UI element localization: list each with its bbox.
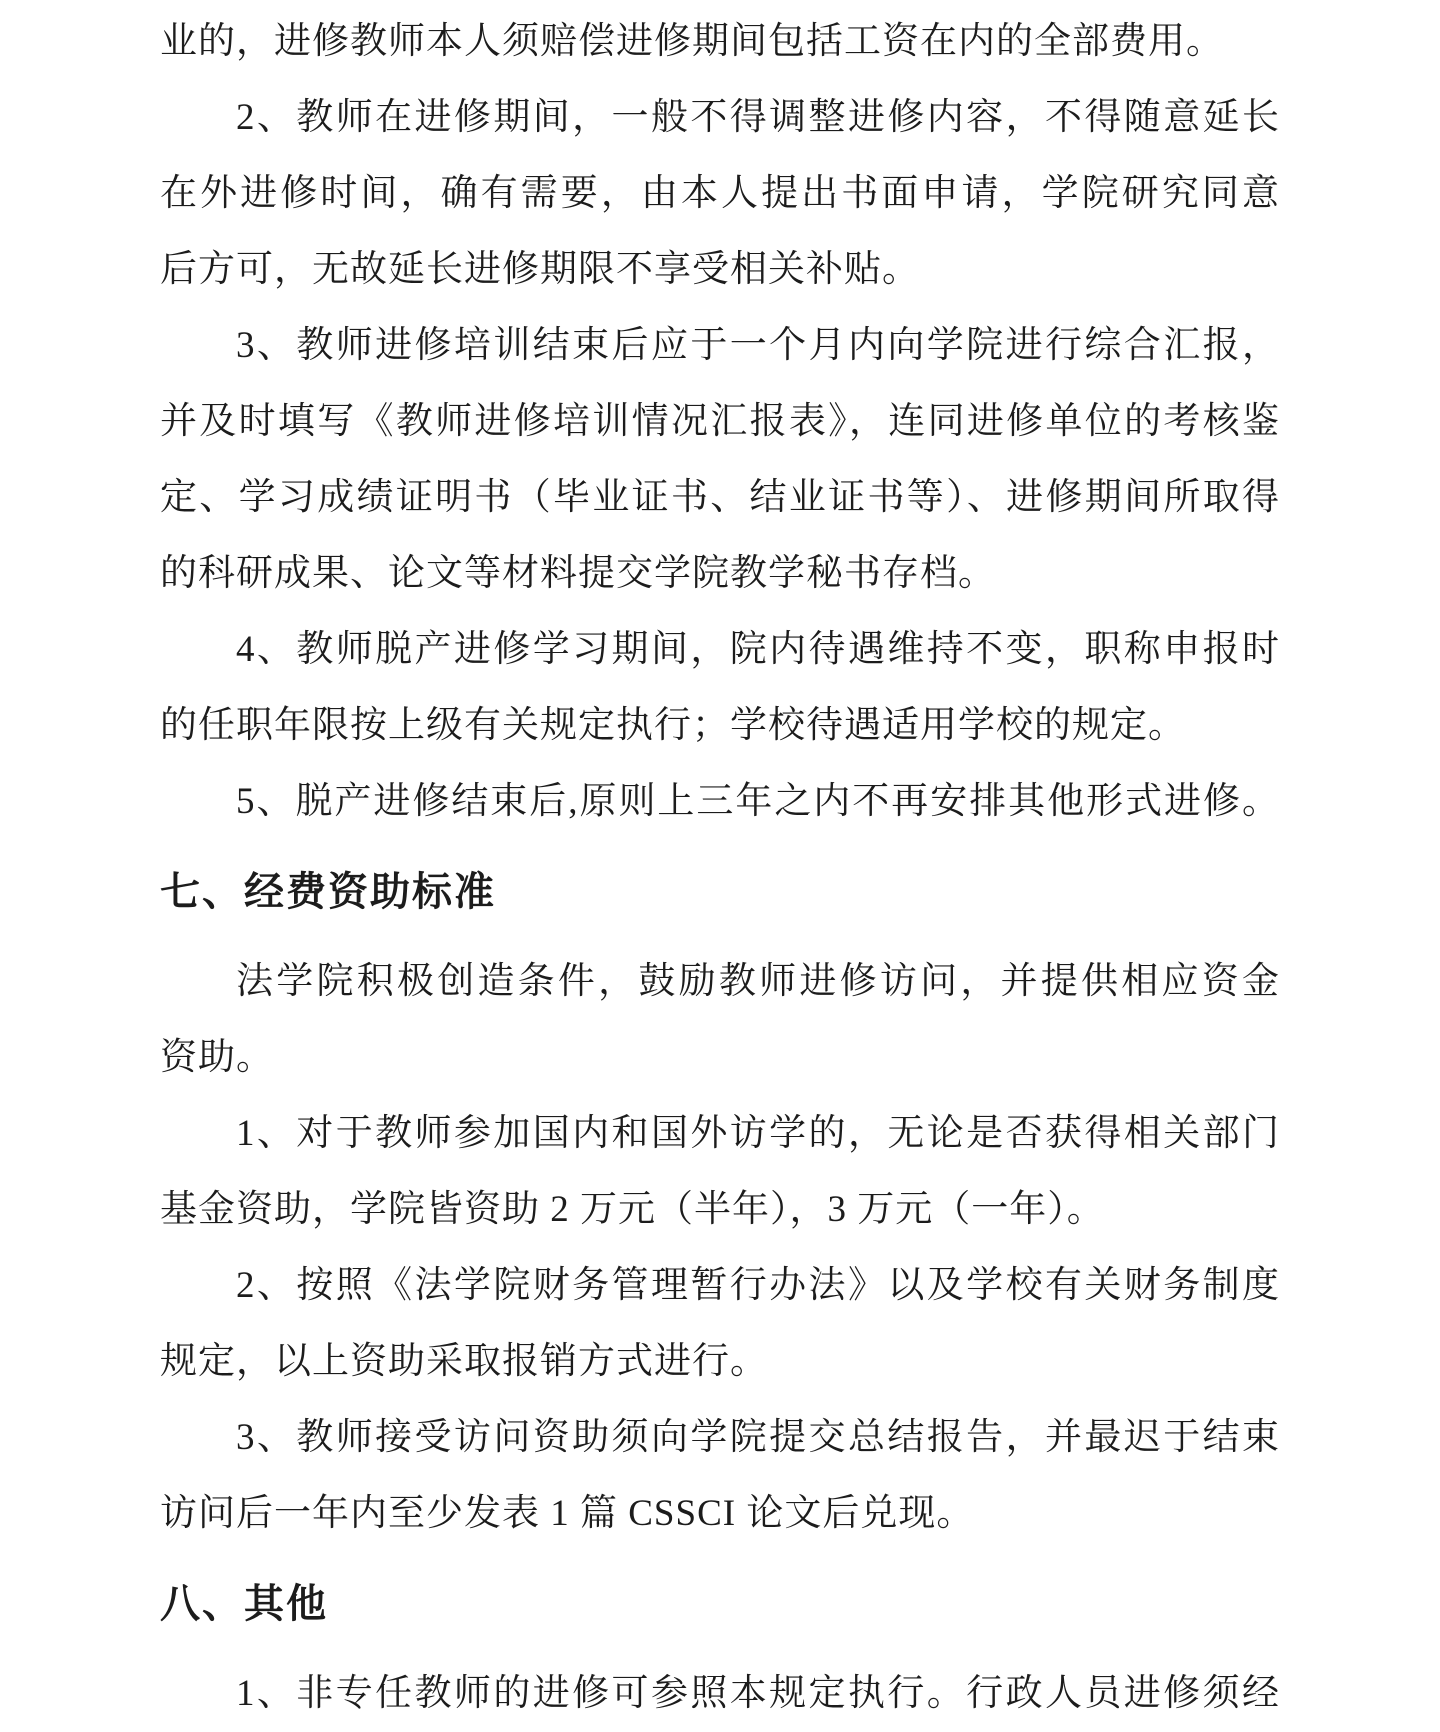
text-line: 定、学习成绩证明书（毕业证书、结业证书等）、进修期间所取得 [160, 477, 1280, 518]
text-line: 基金资助，学院皆资助 2 万元（半年），3 万元（一年）。 [160, 1189, 1105, 1230]
section-heading-8: 八、其他 [160, 1581, 328, 1626]
text-line: 2、按照《法学院财务管理暂行办法》以及学校有关财务制度 [236, 1265, 1280, 1306]
text-line: 1、非专任教师的进修可参照本规定执行。行政人员进修须经 [236, 1673, 1280, 1714]
section-heading-7: 七、经费资助标准 [160, 869, 496, 914]
text-line: 法学院积极创造条件，鼓励教师进修访问，并提供相应资金 [236, 961, 1280, 1002]
text-line: 3、教师接受访问资助须向学院提交总结报告，并最迟于结束 [236, 1417, 1280, 1458]
text-line: 4、教师脱产进修学习期间，院内待遇维持不变，职称申报时 [236, 629, 1280, 670]
text-line: 1、对于教师参加国内和国外访学的，无论是否获得相关部门 [236, 1113, 1280, 1154]
text-line: 的任职年限按上级有关规定执行；学校待遇适用学校的规定。 [160, 705, 1186, 746]
text-line: 3、教师进修培训结束后应于一个月内向学院进行综合汇报， [236, 325, 1280, 366]
text-line: 2、教师在进修期间，一般不得调整进修内容，不得随意延长 [236, 97, 1280, 138]
text-line: 的科研成果、论文等材料提交学院教学秘书存档。 [160, 553, 996, 594]
text-line: 访问后一年内至少发表 1 篇 CSSCI 论文后兑现。 [160, 1493, 975, 1534]
text-line: 并及时填写《教师进修培训情况汇报表》，连同进修单位的考核鉴 [160, 401, 1280, 442]
text-line: 资助。 [160, 1037, 274, 1078]
text-line: 5、脱产进修结束后,原则上三年之内不再安排其他形式进修。 [236, 781, 1280, 822]
text-line: 业的，进修教师本人须赔偿进修期间包括工资在内的全部费用。 [160, 21, 1224, 62]
text-line: 规定，以上资助采取报销方式进行。 [160, 1341, 768, 1382]
text-line: 后方可，无故延长进修期限不享受相关补贴。 [160, 249, 920, 290]
text-line: 在外进修时间，确有需要，由本人提出书面申请，学院研究同意 [160, 173, 1280, 214]
